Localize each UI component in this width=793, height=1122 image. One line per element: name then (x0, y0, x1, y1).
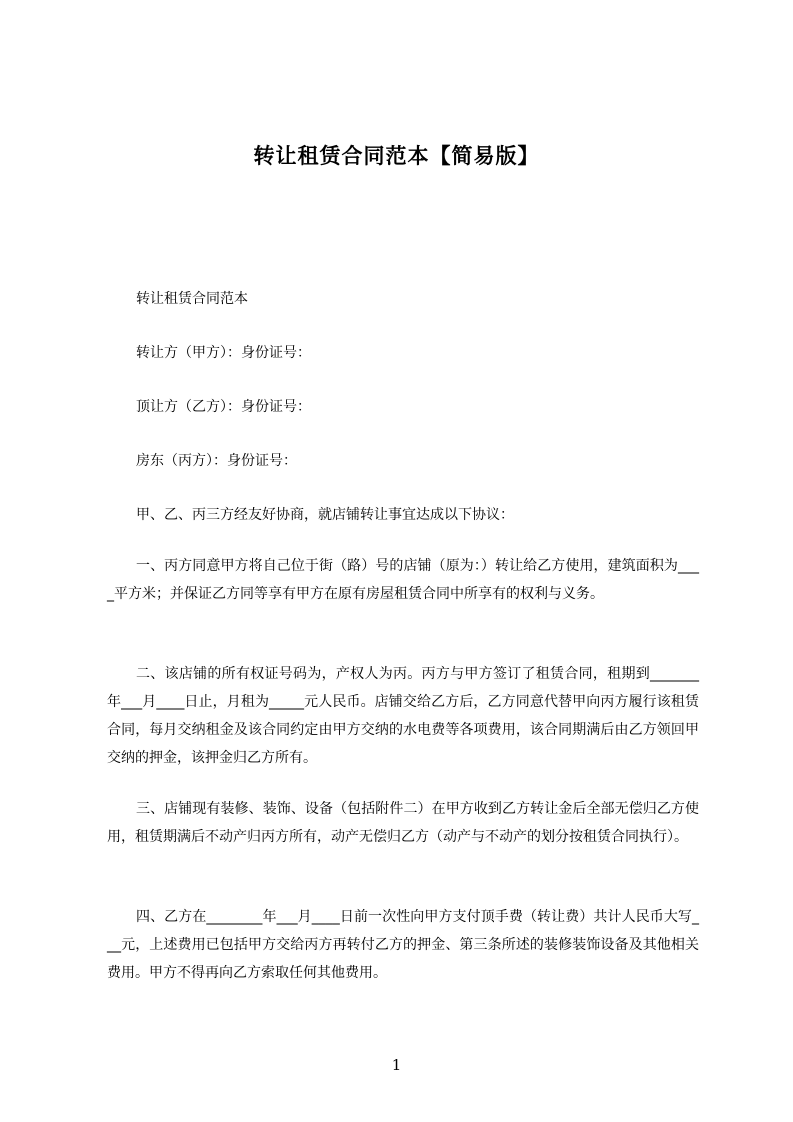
page-number: 1 (391, 1056, 402, 1074)
clause-2: 二、该店铺的所有权证号码为，产权人为丙。丙方与甲方签订了租赁合同，租期到_______年___月____日止，月租为_____元人民币。店铺交给乙方后，乙方同意代替甲向丙方履行该租赁合同，每月交纳租金及该合同约定由甲方交纳的水电费等各项费用，该合同期满后由乙方领回甲交纳的押金，该押金归乙方所有。 (107, 666, 699, 766)
clause-3: 三、店铺现有装修、装饰、设备（包括附件二）在甲方收到乙方转让金后全部无偿归乙方使用，租赁期满后不动产归丙方所有，动产无偿归乙方（动产与不动产的划分按租赁合同执行）。 (107, 801, 699, 845)
clause-1: 一、丙方同意甲方将自己位于街（路）号的店铺（原为：）转让给乙方使用，建筑面积为____平方米；并保证乙方同等享有甲方在原有房屋租赁合同中所享有的权利与义务。 (107, 558, 699, 602)
transferor-line: 转让方（甲方）：身份证号： (136, 345, 311, 361)
transferee-line: 顶让方（乙方）：身份证号： (136, 399, 311, 415)
subtitle-line: 转让租赁合同范本 (136, 291, 248, 307)
document-title: 转让租赁合同范本【简易版】 (253, 144, 540, 168)
agreement-intro-line: 甲、乙、丙三方经友好协商，就店铺转让事宜达成以下协议： (136, 507, 514, 523)
clause-4: 四、乙方在________年___月____日前一次性向甲方支付顶手费（转让费）共计人民币大写___元，上述费用已包括甲方交给丙方再转付乙方的押金、第三条所述的装修装饰设备及其他相关费用。甲方不得再向乙方索取任何其他费用。 (107, 909, 699, 981)
landlord-line: 房东（丙方）：身份证号： (136, 453, 297, 469)
